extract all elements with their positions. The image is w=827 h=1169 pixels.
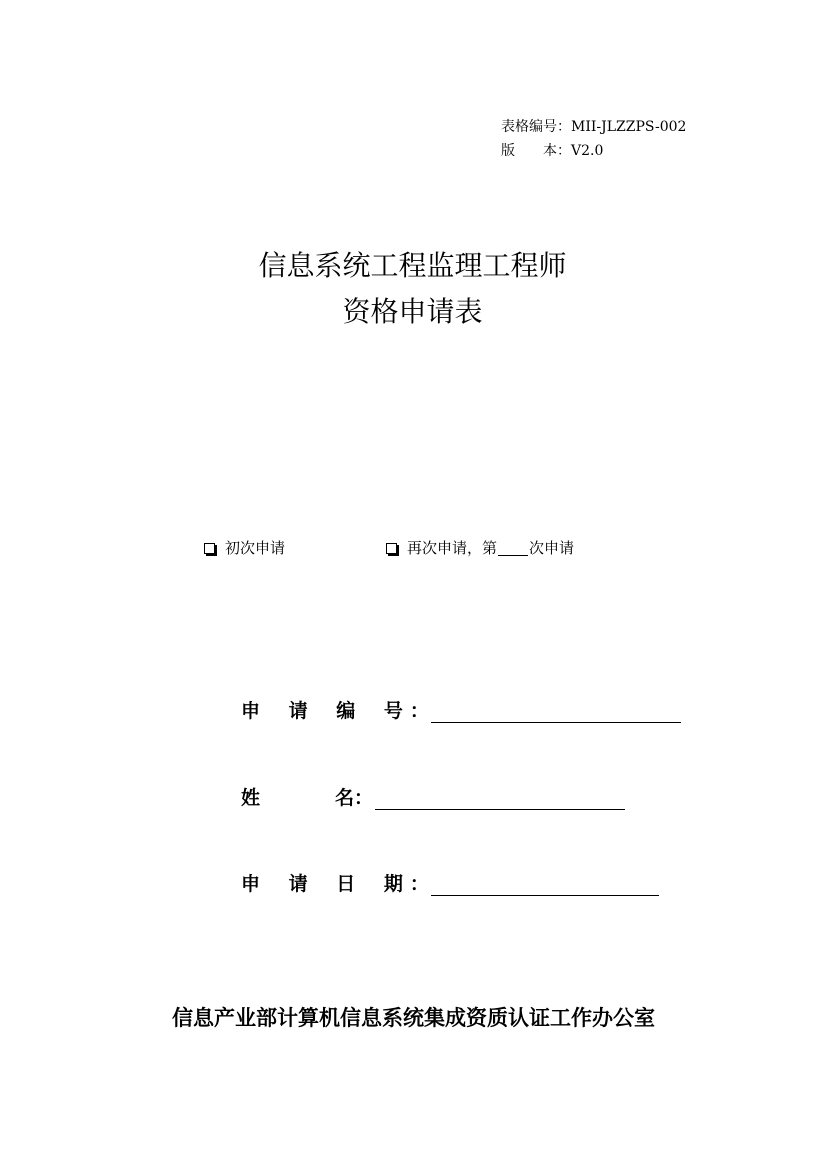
reapplication-count-blank[interactable]: [498, 541, 528, 556]
application-date-blank[interactable]: [431, 875, 659, 896]
name-field: [241, 786, 625, 810]
checkbox-icon[interactable]: [386, 543, 397, 554]
first-application-label: 初次申请: [225, 539, 286, 557]
version-label: 版 本：: [501, 143, 571, 159]
application-number-label: 申 请 编 号: [241, 700, 414, 722]
application-date-field: [241, 872, 659, 896]
colon: ：: [409, 700, 429, 722]
document-title-line-1: 信息系统工程监理工程师: [258, 249, 567, 282]
application-date-label: 申 请 日 期: [241, 873, 414, 895]
form-number-label: 表格编号：: [501, 119, 571, 135]
application-number-field: [241, 699, 681, 723]
reapplication-suffix: 次申请: [529, 539, 575, 557]
name-label-char-2: 名: [335, 787, 355, 809]
version-value: V2.0: [571, 143, 604, 159]
application-number-blank[interactable]: [431, 702, 681, 723]
reapplication-option[interactable]: [386, 539, 574, 557]
checkbox-icon[interactable]: [204, 543, 215, 554]
form-number-value: MII-JLZZPS-002: [571, 119, 687, 135]
version-line: [501, 143, 603, 159]
first-application-option[interactable]: [204, 539, 285, 557]
form-number-line: [501, 119, 686, 135]
document-title-line-2: 资格申请表: [342, 295, 483, 328]
issuing-office: 信息产业部计算机信息系统集成资质认证工作办公室: [172, 1006, 655, 1030]
name-label-char-1: 姓: [241, 787, 261, 809]
name-blank[interactable]: [375, 789, 625, 810]
reapplication-prefix: 再次申请，第: [407, 539, 498, 557]
colon: ：: [354, 787, 374, 809]
colon: ：: [409, 873, 429, 895]
